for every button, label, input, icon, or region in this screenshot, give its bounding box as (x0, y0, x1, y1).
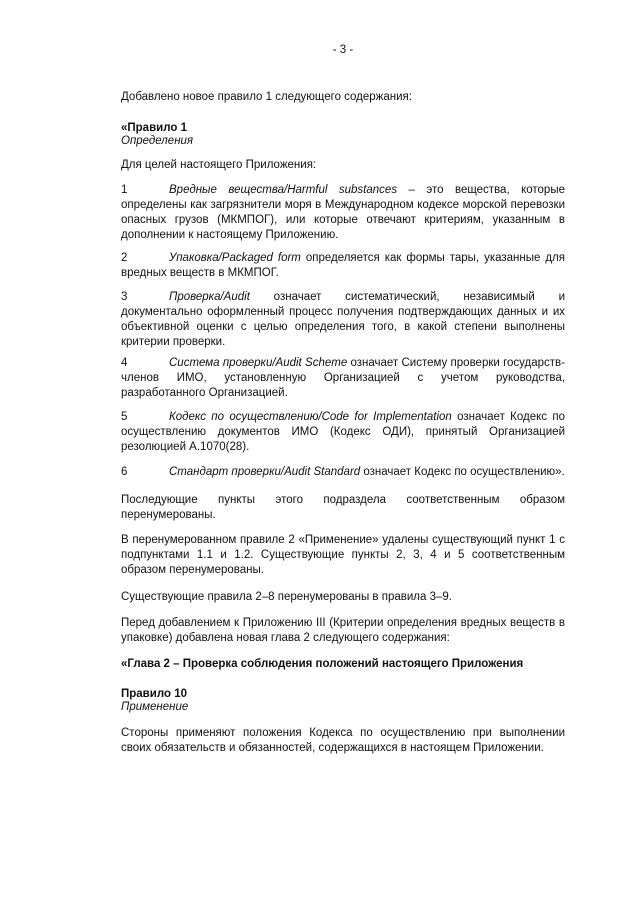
definition-term: Система проверки/Audit Scheme (169, 357, 348, 369)
definition-term: Вредные вещества/Harmful substances (169, 184, 398, 196)
definition-3 (121, 290, 565, 350)
definition-text: означает Систему проверки государств-членов ИМО, установленную Организацией с учетом руководства, разработанного Организацией. (121, 357, 565, 399)
intro-paragraph: Добавлено новое правило 1 следующего содержания: (121, 91, 412, 103)
definition-text: означает Кодекс по осуществлению документов ИМО (Кодекс ОДИ), принятый Организацией резолюцией А.1070(28). (121, 411, 565, 453)
definition-number: 5 (121, 411, 128, 423)
definition-1 (121, 183, 565, 243)
rules-renumbered-paragraph: Существующие правила 2–8 перенумерованы в правила 3–9. (121, 591, 452, 603)
definition-term: Кодекс по осуществлению/Code for Implementation (169, 411, 452, 423)
definition-4 (121, 356, 565, 401)
chapter-intro-paragraph: Перед добавлением к Приложению III (Критерии определения вредных веществ в упаковке) добавлена новая глава 2 следующего содержания: (121, 617, 565, 644)
definition-term: Проверка/Audit (169, 291, 250, 303)
definition-number: 4 (121, 357, 128, 369)
rule10-subtitle: Применение (121, 701, 189, 713)
renumbered-paragraph: Последующие пункты этого подраздела соответственным образом перенумерованы. (121, 494, 565, 521)
definition-text: означает Кодекс по осуществлению». (360, 466, 565, 478)
rule2-paragraph: В перенумерованном правиле 2 «Применение» удалены существующий пункт 1 с подпунктами 1.1 и 1.2. Существующие пункты 2, 3, 4 и 5 соответственным образом перенумерованы. (121, 534, 565, 576)
definition-text: – это вещества, которые определены как загрязнители моря в Международном кодексе морской перевозки опасных грузов (МКМПОГ), или которые отвечают критериям, указанным в дополнении к настоящему Приложению. (121, 184, 565, 241)
rule1-subtitle: Определения (121, 135, 194, 147)
rule1-title: «Правило 1 (121, 122, 187, 134)
definition-term: Упаковка/Packaged form (169, 252, 301, 264)
rule10-title: Правило 10 (121, 688, 187, 700)
definition-term: Стандарт проверки/Audit Standard (169, 466, 361, 478)
purpose-paragraph: Для целей настоящего Приложения: (121, 159, 317, 171)
page-number: - 3 - (332, 44, 354, 56)
definition-text: означает систематический, независимый и документально оформленный процесс получения подтверждающих данных и их объективной оценки с целью определения того, в какой степени выполнены критерии проверки. (121, 291, 565, 348)
definition-number: 6 (121, 466, 128, 478)
definition-number: 2 (121, 252, 128, 264)
definition-number: 1 (121, 184, 128, 196)
final-paragraph: Стороны применяют положения Кодекса по осуществлению при выполнении своих обязательств и обязанностей, содержащихся в настоящем Приложении. (121, 727, 565, 754)
definition-text: определяется как формы тары, указанные для вредных веществ в МКМПОГ. (121, 252, 565, 279)
definition-6 (121, 465, 565, 480)
chapter2-title: «Глава 2 – Проверка соблюдения положений настоящего Приложения (121, 658, 524, 670)
definition-5 (121, 410, 565, 455)
definition-number: 3 (121, 291, 128, 303)
definition-2 (121, 251, 565, 281)
